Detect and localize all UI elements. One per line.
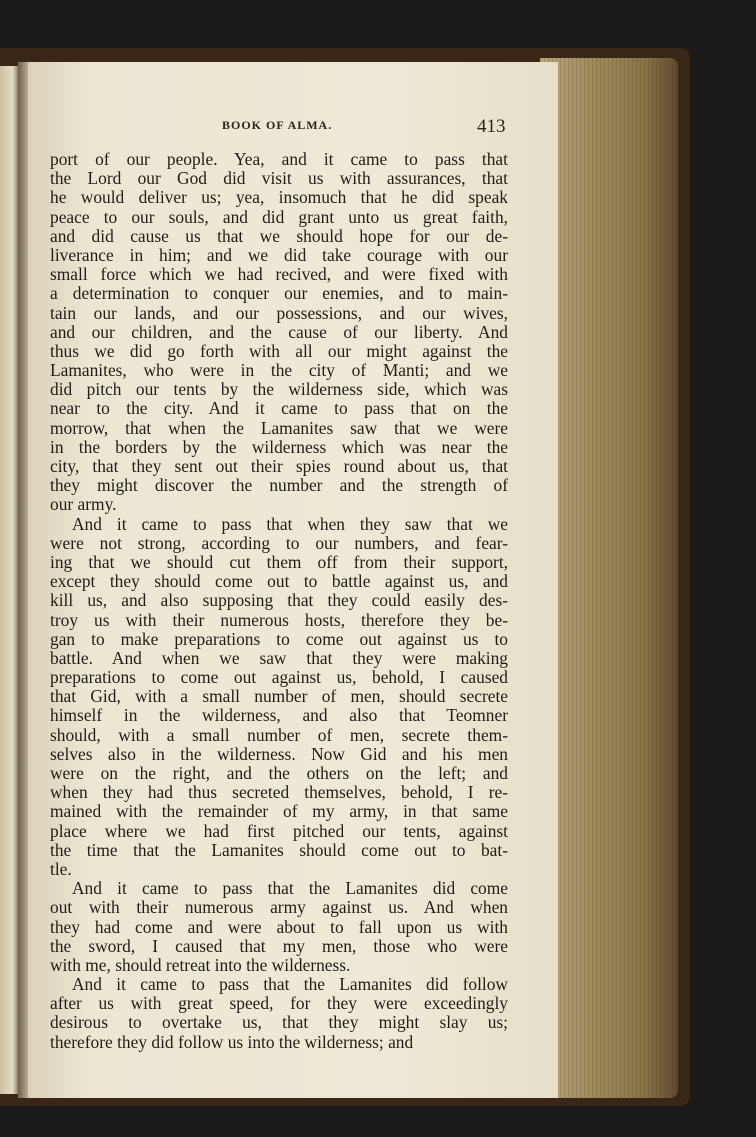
text-line: small force which we had recived, and were fixed with (50, 264, 508, 285)
text-line: therefore they did follow us into the wilderness; and (50, 1031, 414, 1052)
text-line: place where we had first pitched our tents, against (50, 820, 508, 841)
text-line: And it came to pass that when they saw that we (72, 513, 508, 534)
text-line: troy us with their numerous hosts, therefore they be- (50, 609, 508, 630)
text-line: morrow, that when the Lamanites saw that we were (50, 417, 508, 438)
text-line: peace to our souls, and did grant unto us great faith, (50, 206, 508, 227)
text-line: Lamanites, who were in the city of Manti; and we (50, 360, 508, 381)
text-line: in the borders by the wilderness which was near the (50, 436, 508, 457)
text-line: out with their numerous army against us. And when (50, 897, 508, 918)
text-line: the Lord our God did visit us with assurances, that (50, 168, 508, 189)
text-line: selves also in the wilderness. Now Gid and his men (50, 743, 508, 764)
text-line: the time that the Lamanites should come out to bat- (50, 839, 508, 860)
page-gutter (18, 62, 28, 1098)
text-line: a determination to conquer our enemies, and to main- (50, 283, 508, 304)
text-line: mained with the remainder of my army, in that same (50, 801, 508, 822)
page-block-edge (540, 58, 678, 1098)
text-line: and did cause us that we should hope for our de- (50, 225, 508, 246)
text-line: tle. (50, 858, 72, 879)
text-line: our army. (50, 494, 117, 515)
text-line: after us with great speed, for they were exceedingly (50, 993, 508, 1014)
page-number: 413 (477, 116, 506, 137)
text-line: when they had thus secreted themselves, behold, I re- (50, 782, 508, 803)
text-line: kill us, and also supposing that they could easily des- (50, 590, 508, 611)
text-line: city, that they sent out their spies round about us, that (50, 456, 508, 476)
text-line: desirous to overtake us, that they might slay us; (50, 1012, 508, 1033)
text-line: should, with a small number of men, secrete them- (50, 724, 508, 745)
text-line: port of our people. Yea, and it came to pass that (50, 149, 508, 169)
text-line: were on the right, and the others on the left; and (50, 763, 508, 783)
text-line: And it came to pass that the Lamanites did come (72, 878, 508, 899)
text-line: except they should come out to battle against us, and (50, 571, 508, 592)
text-line: they had come and were about to fall upon us with (50, 916, 508, 937)
left-page-edge (0, 66, 18, 1094)
text-line: near to the city. And it came to pass that on the (50, 398, 508, 419)
paragraph (50, 150, 508, 515)
text-line: with me, should retreat into the wilderness. (50, 954, 351, 975)
paragraph (50, 879, 508, 975)
body-text (50, 150, 508, 1052)
text-line: the sword, I caused that my men, those who were (50, 935, 508, 956)
text-line: they might discover the number and the strength of (50, 475, 508, 496)
text-line: liverance in him; and we did take courage with our (50, 244, 508, 265)
text-line: ing that we should cut them off from their support, (50, 551, 508, 572)
text-line: battle. And when we saw that they were making (50, 647, 508, 668)
text-line: that Gid, with a small number of men, should secrete (50, 686, 508, 707)
text-line: were not strong, according to our numbers, and fear- (50, 532, 508, 553)
text-line: gan to make preparations to come out against us to (50, 628, 508, 649)
text-line: preparations to come out against us, behold, I caused (50, 667, 508, 688)
text-line: did pitch our tents by the wilderness side, which was (50, 379, 508, 400)
paragraph (50, 975, 508, 1052)
running-head: BOOK OF ALMA. (222, 118, 333, 132)
text-line: himself in the wilderness, and also that Teomner (50, 705, 508, 726)
paragraph (50, 515, 508, 880)
text-line: he would deliver us; yea, insomuch that he did speak (50, 187, 508, 208)
text-line: tain our lands, and our possessions, and our wives, (50, 302, 508, 323)
text-line: and our children, and the cause of our liberty. And (50, 321, 508, 342)
text-line: And it came to pass that the Lamanites did follow (72, 974, 508, 995)
text-line: thus we did go forth with all our might against the (50, 340, 508, 361)
